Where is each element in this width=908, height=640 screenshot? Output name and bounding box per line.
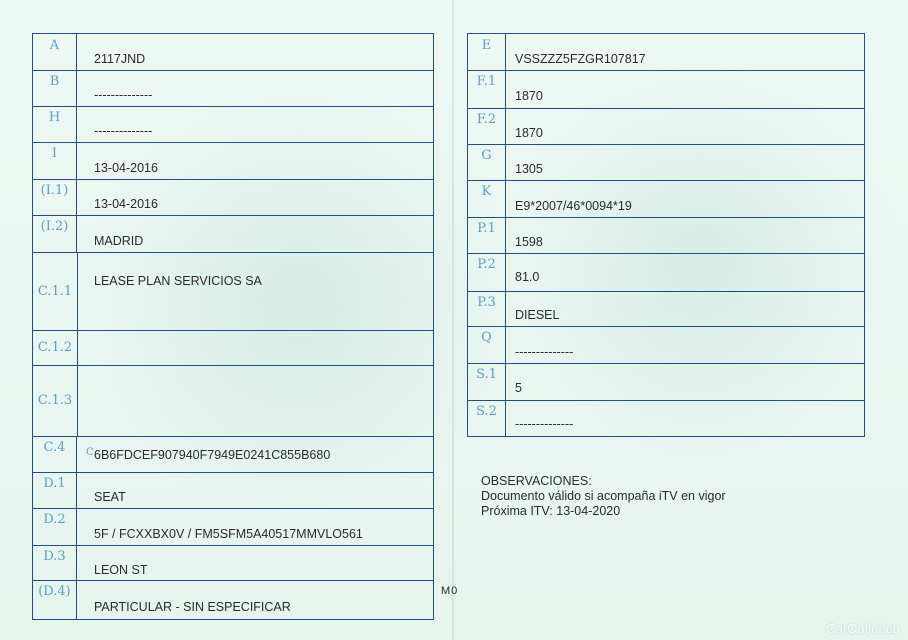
field-code: (D.4) — [33, 580, 77, 619]
field-value: 81.0 — [515, 270, 540, 284]
field-code: D.2 — [33, 508, 77, 545]
field-code: F.2 — [468, 108, 506, 144]
field-row-h — [33, 106, 433, 143]
observations-line-2: Próxima ITV: 13-04-2020 — [481, 504, 621, 518]
field-row-p1 — [468, 217, 864, 254]
field-value: 13-04-2016 — [94, 197, 158, 211]
field-value: -------------- — [94, 88, 153, 102]
field-code: F.1 — [468, 70, 506, 108]
field-row-c11 — [33, 252, 433, 331]
field-code: G — [468, 144, 506, 180]
field-code: P.1 — [468, 217, 506, 253]
field-row-q — [468, 326, 864, 364]
field-value: 5 — [515, 380, 522, 395]
field-row-s2 — [468, 400, 864, 436]
field-row-c12 — [33, 330, 433, 366]
observations-line-1: Documento válido si acompaña iTV en vigor — [481, 489, 726, 503]
field-value: PARTICULAR - SIN ESPECIFICAR — [94, 599, 291, 614]
field-row-p2 — [468, 253, 864, 292]
field-code: H — [33, 106, 77, 142]
field-row-c13 — [33, 365, 433, 437]
field-code: (I.1) — [33, 179, 77, 215]
field-value: SEAT — [94, 490, 126, 504]
field-row-p3 — [468, 291, 864, 327]
field-code: S.2 — [468, 400, 506, 436]
field-row-f2 — [468, 108, 864, 145]
field-code: S.1 — [468, 363, 506, 400]
field-code: (I.2) — [33, 215, 77, 252]
field-code: D.3 — [33, 545, 77, 580]
field-row-i — [33, 142, 433, 180]
field-value: LEON ST — [94, 562, 148, 577]
field-row-g — [468, 144, 864, 181]
field-code: P.3 — [468, 291, 506, 326]
field-row-b — [33, 70, 433, 107]
field-code: C.1.3 — [33, 365, 78, 436]
field-value: 2117JND — [94, 52, 146, 66]
observations-title: OBSERVACIONES: — [481, 474, 592, 488]
field-row-d4 — [33, 580, 433, 619]
margin-mark: M0 — [441, 585, 459, 597]
field-value: LEASE PLAN SERVICIOS SA — [94, 274, 262, 288]
left-fields-table — [32, 33, 434, 620]
field-code: P.2 — [468, 253, 506, 291]
field-code: D.1 — [33, 472, 77, 508]
field-row-d2 — [33, 508, 433, 546]
field-value: 1870 — [515, 89, 543, 103]
field-value: MADRID — [94, 233, 144, 248]
field-row-e — [468, 34, 864, 71]
field-value: 1870 — [515, 126, 543, 140]
field-row-d3 — [33, 545, 433, 581]
field-value: -------------- — [515, 417, 574, 431]
field-row-d1 — [33, 472, 433, 509]
field-value: 6B6FDCEF907940F7949E0241C855B680 — [94, 448, 331, 462]
observations-block — [481, 474, 726, 519]
field-value: DIESEL — [515, 307, 560, 322]
field-code: C.1.2 — [33, 330, 78, 365]
field-value: -------------- — [94, 124, 153, 138]
page-fold — [452, 0, 454, 640]
field-row-f1 — [468, 70, 864, 109]
field-row-i1 — [33, 179, 433, 216]
field-value: E9*2007/46*0094*19 — [515, 198, 632, 213]
field-row-c4 — [33, 436, 433, 473]
field-code: I — [33, 142, 77, 179]
right-fields-table — [467, 33, 865, 437]
field-value: 1598 — [515, 235, 543, 249]
field-row-k — [468, 180, 864, 218]
field-prefix: C — [86, 447, 94, 458]
field-code: K — [468, 180, 506, 217]
field-value: VSSZZZ5FZGR107817 — [515, 52, 646, 66]
field-code: C.1.1 — [33, 252, 78, 330]
field-value: 1305 — [515, 162, 543, 176]
field-value: 5F / FCXXBX0V / FM5SFM5A40517MMVLO561 — [94, 526, 363, 541]
field-value: 13-04-2016 — [94, 160, 158, 175]
field-code: A — [33, 34, 77, 70]
field-code: E — [468, 34, 506, 70]
field-code: C.4 — [33, 436, 77, 472]
field-row-s1 — [468, 363, 864, 401]
field-code: Q — [468, 326, 506, 363]
field-row-i2 — [33, 215, 433, 253]
field-value: -------------- — [515, 344, 574, 359]
field-row-a — [33, 34, 433, 71]
field-code: B — [33, 70, 77, 106]
site-watermark: CarOutlet.eu — [826, 621, 900, 636]
